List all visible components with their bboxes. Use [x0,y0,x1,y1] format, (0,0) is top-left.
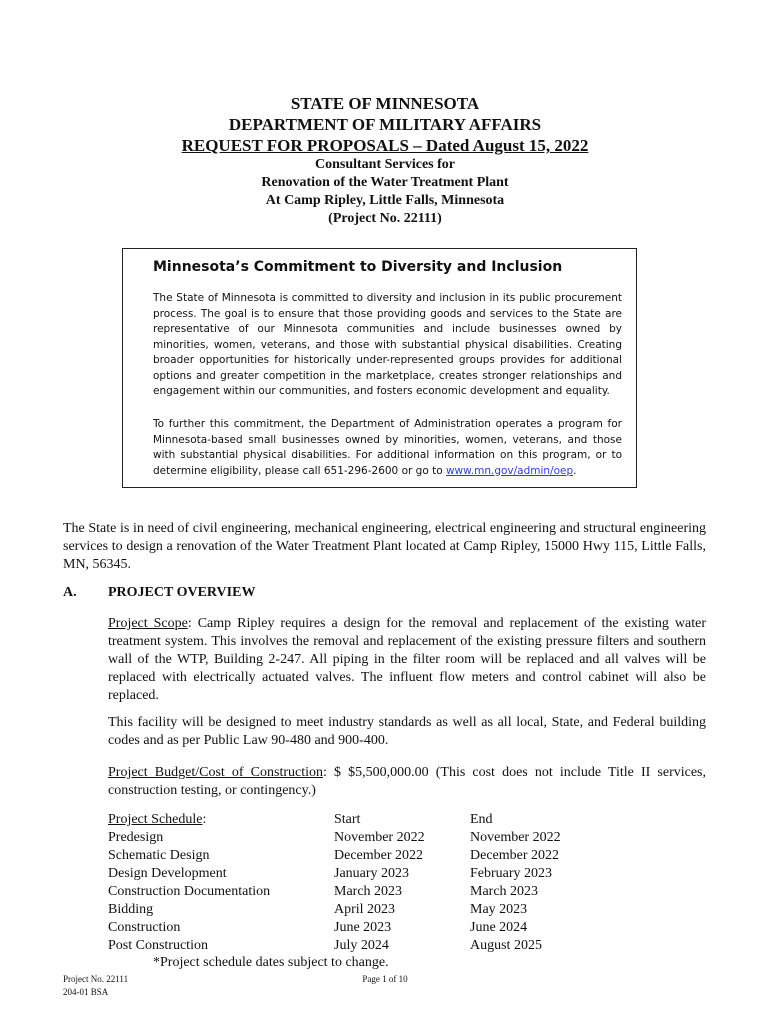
schedule-header-row [108,811,608,829]
schedule-start: July 2024 [334,938,389,953]
diversity-box-paragraph-1: The State of Minnesota is committed to diversity and inclusion in its public procurement process. The goal is to ensure that those providing goods and services to the State are representative of our Minnesota communities and include businesses owned by minorities, women, veterans, and those with substantial physical disabilities. Creating broader opportunities for historically under-represented groups provides for additional options and greater competition in the marketplace, creates stronger relationships and engagement within our communities, and fosters economic development and equality. [153,292,622,397]
diversity-box-paragraph-2-end: . [573,464,577,477]
intro-paragraph: The State is in need of civil engineering, mechanical engineering, electrical engineering and structural engineering services to design a renovation of the Water Treatment Plant located at Camp Ripley, 15000 Hwy 115, Little Falls, MN, 56345. [63,521,706,572]
project-scope-text: : Camp Ripley requires a design for the removal and replacement of the existing water treatment system. This involves the removal and replacement of the existing pressure filters and southern wall of the WTP, Building 2-247. All piping in the filter room will be replaced and all valves will be replaced with electrically actuated valves. The influent flow meters and control cabinet will also be replaced. [108,616,706,703]
schedule-row [108,829,608,847]
schedule-end: November 2022 [470,830,561,845]
schedule-end: December 2022 [470,848,560,863]
schedule-note: *Project schedule dates subject to change. [153,955,389,970]
diversity-box [122,248,637,488]
schedule-end: May 2023 [470,902,528,917]
header-rfp-title: REQUEST FOR PROPOSALS – Dated August 15, 2022 [181,136,589,155]
header-subtitle-2: Renovation of the Water Treatment Plant [261,175,509,190]
diversity-box-paragraph-2-text: To further this commitment, the Department of Administration operates a program for Minnesota-based small businesses owned by minorities, women, veterans, and those with substantial physical disabilities. For additional information on this program, or to determine eligibility, please call 651-296-2600 or go to [153,418,622,477]
budget-text: : $ $5,500,000.00 (This cost does not include Title II services, construction testing, or contingency.) [108,765,706,798]
schedule-phase: Bidding [108,902,154,917]
section-title: PROJECT OVERVIEW [108,585,256,600]
schedule-phase: Construction [108,920,181,935]
diversity-box-paragraph-2 [153,417,622,479]
header-state: STATE OF MINNESOTA [290,94,480,113]
schedule-label [108,811,206,829]
oep-link[interactable]: www.mn.gov/admin/oep [445,464,574,477]
schedule-phase: Construction Documentation [108,884,271,899]
schedule-row [108,865,608,883]
schedule-row [108,847,608,865]
schedule-start: April 2023 [334,902,396,917]
project-scope-paragraph [108,615,706,705]
schedule-phase: Predesign [108,830,164,845]
schedule-start: December 2022 [334,848,424,863]
schedule-row [108,937,608,955]
diversity-box-title: Minnesota’s Commitment to Diversity and Inclusion [153,259,563,275]
schedule-phase: Post Construction [108,938,208,953]
schedule-end: August 2025 [470,938,542,953]
schedule-row [108,883,608,901]
header-subtitle-1: Consultant Services for [315,157,455,172]
footer-form-number: 204-01 BSA [63,987,109,997]
project-scope-label: Project Scope [108,616,188,631]
schedule-end: February 2023 [470,866,553,881]
schedule-start: March 2023 [334,884,403,899]
facility-paragraph: This facility will be designed to meet industry standards as well as all local, State, and Federal building codes and as per Public Law 90-480 and 900-400. [108,715,706,748]
schedule-start: June 2023 [334,920,392,935]
schedule-end: March 2023 [470,884,539,899]
section-letter: A. [63,585,77,600]
budget-paragraph [108,764,706,800]
budget-label: Project Budget/Cost of Construction [108,765,323,780]
schedule-start: January 2023 [334,866,410,881]
footer-page-number: Page 1 of 10 [362,974,408,984]
schedule-label-suffix: : [202,812,207,827]
schedule-table [108,811,608,955]
schedule-phase: Design Development [108,866,227,881]
schedule-row [108,919,608,937]
schedule-col-end: End [470,812,493,827]
header-department: DEPARTMENT OF MILITARY AFFAIRS [228,115,542,134]
schedule-label-text: Project Schedule [108,812,203,827]
schedule-end: June 2024 [470,920,528,935]
schedule-row [108,901,608,919]
header-project-number: (Project No. 22111) [328,211,442,226]
header-subtitle-3: At Camp Ripley, Little Falls, Minnesota [265,193,505,208]
footer-project-number: Project No. 22111 [63,974,129,984]
schedule-col-start: Start [334,812,361,827]
schedule-start: November 2022 [334,830,425,845]
schedule-phase: Schematic Design [108,848,210,863]
